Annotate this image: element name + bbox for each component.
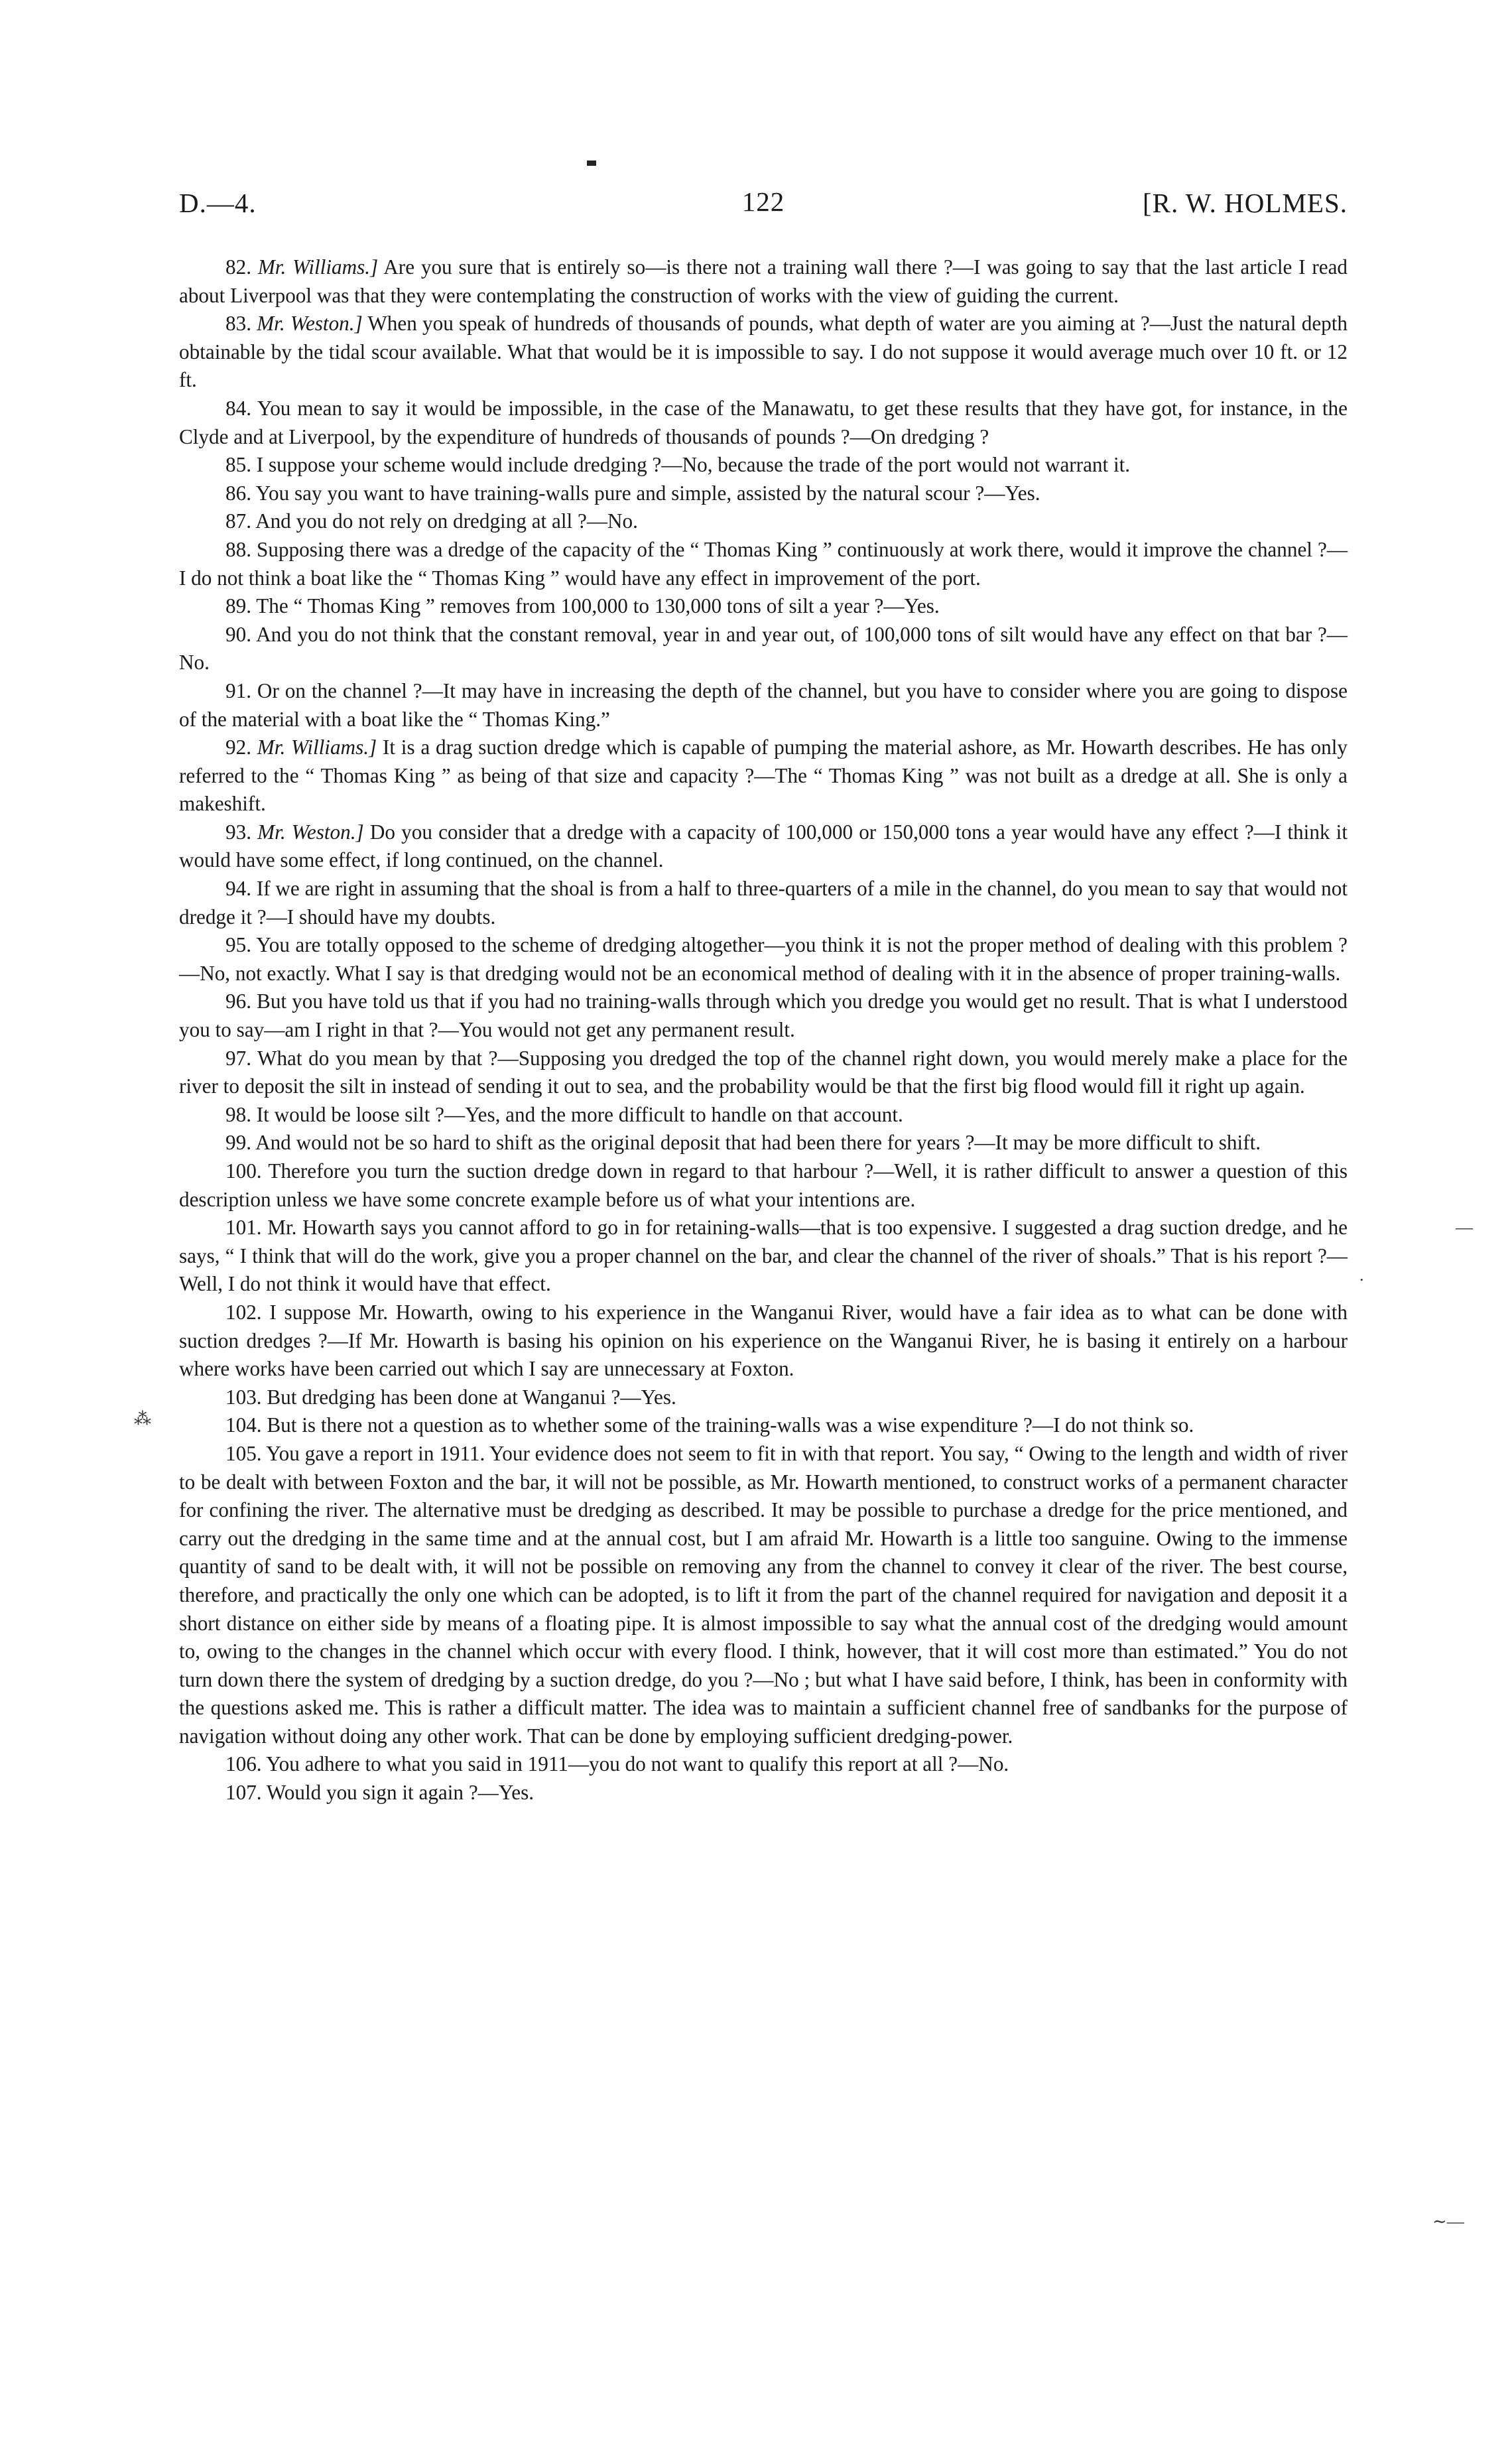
- question-number: 103.: [225, 1385, 267, 1409]
- question-text: Therefore you turn the suction dredge down in regard to that harbour ?—Well, it is rather difficult to answer a question of this description unless we have some concrete example before us of what your intentions are.: [179, 1159, 1348, 1211]
- evidence-paragraph: [179, 621, 1348, 677]
- question-text: You say you want to have training-walls pure and simple, assisted by the natural scour ?—Yes.: [255, 481, 1040, 505]
- question-number: 97.: [225, 1046, 258, 1070]
- speaker-name: Mr. Williams.]: [257, 255, 379, 279]
- question-number: 84.: [225, 396, 257, 420]
- question-text: What do you mean by that ?—Supposing you dredged the top of the channel right down, you would merely make a place for the river to deposit the silt in instead of sending it out to sea, and the probability would be that the first big flood would fill it right up again.: [179, 1046, 1348, 1098]
- question-text: But dredging has been done at Wanganui ?—Yes.: [267, 1385, 676, 1409]
- question-number: 92.: [225, 736, 257, 759]
- question-text: I suppose your scheme would include dredging ?—No, because the trade of the port would not warrant it.: [256, 453, 1131, 477]
- evidence-paragraph: [179, 1440, 1348, 1751]
- question-text: I suppose Mr. Howarth, owing to his experience in the Wanganui River, would have a fair idea as to what can be done with suction dredges ?—If Mr. Howarth is basing his opinion on his experience on the Wanganui River, he is basing it entirely on a harbour where works have been carried out which I say are unnecessary at Foxton.: [179, 1300, 1348, 1381]
- question-number: 89.: [225, 594, 257, 618]
- question-number: 91.: [225, 678, 257, 702]
- question-text: It would be loose silt ?—Yes, and the more difficult to handle on that account.: [256, 1102, 903, 1126]
- evidence-paragraph: [179, 536, 1348, 592]
- question-number: 88.: [225, 537, 257, 561]
- question-text: Mr. Howarth says you cannot afford to go in for retaining-walls—that is too expensive. I suggested a drag suction dredge, and he says, “ I think that will do the work, give you a proper channel on the bar, and clear the channel of the river of shoals.” That is his report ?—Well, I do not think it would have that effect.: [179, 1216, 1348, 1296]
- page-number: 122: [741, 186, 785, 217]
- question-text: It is a drag suction dredge which is capable of pumping the material ashore, as Mr. Howarth describes. He has only referred to the “ Thomas King ” as being of that size and capacity ?—The “ Thomas King ” was not built as a dredge at all. She is only a makeshift.: [179, 736, 1348, 816]
- question-number: 86.: [225, 481, 256, 505]
- question-number: 93.: [225, 820, 258, 844]
- question-text: Are you sure that is entirely so—is there not a training wall there ?—I was going to say that the last article I read about Liverpool was that they were contemplating the construction of works with the view of guiding the current.: [179, 255, 1348, 307]
- evidence-paragraph: [179, 1779, 1348, 1807]
- question-text: If we are right in assuming that the shoal is from a half to three-quarters of a mile in the channel, do you mean to say that would not dredge it ?—I should have my doubts.: [179, 877, 1348, 929]
- speaker-name: Mr. Weston.]: [257, 820, 364, 844]
- evidence-paragraph: [179, 1045, 1348, 1101]
- evidence-paragraph: [179, 734, 1348, 818]
- question-number: 101.: [225, 1216, 268, 1240]
- evidence-paragraph: [179, 1750, 1348, 1779]
- evidence-paragraph: [179, 931, 1348, 988]
- evidence-paragraph: [179, 1129, 1348, 1157]
- evidence-paragraph: [179, 1157, 1348, 1214]
- witness-name: [R. W. HOLMES.: [1142, 188, 1348, 218]
- question-text: Or on the channel ?—It may have in increasing the depth of the channel, but you have to consider where you are going to dispose of the material with a boat like the “ Thomas King.”: [179, 678, 1348, 731]
- evidence-paragraph: [179, 592, 1348, 621]
- question-text: Do you consider that a dredge with a capacity of 100,000 or 150,000 tons a year would have any effect ?—I think it would have some effect, if long continued, on the channel.: [179, 820, 1348, 872]
- question-text: And you do not think that the constant removal, year in and year out, of 100,000 tons of silt would have any effect on that bar ?—No.: [179, 622, 1348, 675]
- speaker-name: Mr. Williams.]: [257, 736, 377, 759]
- printer-mark: [587, 161, 596, 166]
- margin-dot-icon: .: [1359, 1265, 1364, 1285]
- evidence-paragraph: [179, 1214, 1348, 1299]
- evidence-paragraph: [179, 395, 1348, 451]
- question-number: 105.: [225, 1441, 267, 1465]
- margin-mark-icon: ⁂: [134, 1409, 151, 1429]
- question-number: 95.: [225, 933, 257, 957]
- speaker-name: Mr. Weston.]: [257, 312, 363, 336]
- evidence-body: [179, 253, 1348, 1807]
- question-text: But is there not a question as to whether some of the training-walls was a wise expenditure ?—I do not think so.: [267, 1413, 1194, 1437]
- evidence-paragraph: [179, 875, 1348, 931]
- question-text: When you speak of hundreds of thousands of pounds, what depth of water are you aiming at ?—Just the natural depth obtainable by the tidal scour available. What that would be it is impossible to say. I do not suppose it would average much over 10 ft. or 12 ft.: [179, 312, 1348, 392]
- evidence-paragraph: [179, 677, 1348, 734]
- question-number: 83.: [225, 312, 257, 336]
- question-number: 82.: [225, 255, 258, 279]
- question-text: And would not be so hard to shift as the original deposit that had been there for years ?—It may be more difficult to shift.: [255, 1131, 1261, 1155]
- evidence-paragraph: [179, 988, 1348, 1044]
- margin-squiggle-icon: ∼—: [1432, 2212, 1464, 2231]
- evidence-paragraph: [179, 1299, 1348, 1383]
- question-number: 94.: [225, 877, 257, 901]
- question-text: But you have told us that if you had no training-walls through which you dredge you would get no result. That is what I understood you to say—am I right in that ?—You would not get any permanent result.: [179, 990, 1348, 1042]
- question-number: 106.: [225, 1752, 267, 1776]
- question-text: You gave a report in 1911. Your evidence does not seem to fit in with that report. You say, “ Owing to the length and width of river to be dealt with between Foxton and the bar, it will not be possible, as Mr. Howarth mentioned, to construct works of a permanent character for confining the river. The alternative must be dredging as described. It may be possible to purchase a dredge for the price mentioned, and carry out the dredging in the same time and at the annual cost, but I am afraid Mr. Howarth is a little too sanguine. Owing to the immense quantity of sand to be dealt with, it will not be possible on removing any from the channel to convey it clear of the river. The best course, therefore, and practically the only one which can be adopted, is to lift it from the part of the channel required for navigation and deposit it a short distance on either side by means of a floating pipe. It is almost impossible to say what the annual cost of the dredging would amount to, owing to the changes in the channel which occur with every flood. I think, however, that it will cost more than estimated.” You do not turn down there the system of dredging by a suction dredge, do you ?—No ; but what I have said before, I think, has been in conformity with the questions asked me. This is rather a difficult matter. The idea was to maintain a sufficient channel free of sandbanks for the purpose of navigation without doing any other work. That can be done by employing sufficient dredging-power.: [179, 1441, 1348, 1748]
- question-text: Supposing there was a dredge of the capacity of the “ Thomas King ” continuously at work there, would it improve the channel ?—I do not think a boat like the “ Thomas King ” would have any effect in improvement of the port.: [179, 537, 1348, 590]
- question-text: Would you sign it again ?—Yes.: [266, 1781, 535, 1805]
- question-number: 100.: [225, 1159, 269, 1183]
- evidence-paragraph: [179, 507, 1348, 536]
- question-number: 98.: [225, 1102, 257, 1126]
- question-number: 96.: [225, 990, 257, 1013]
- evidence-paragraph: [179, 451, 1348, 480]
- question-number: 87.: [225, 509, 256, 533]
- question-number: 104.: [225, 1413, 267, 1437]
- question-text: You mean to say it would be impossible, in the case of the Manawatu, to get these results that they have got, for instance, in the Clyde and at Liverpool, by the expenditure of hundreds of thousands of pounds ?—On dredging ?: [179, 396, 1348, 448]
- evidence-paragraph: [179, 253, 1348, 310]
- document-reference: D.—4.: [179, 188, 257, 218]
- evidence-paragraph: [179, 1411, 1348, 1440]
- margin-dash-icon: —: [1456, 1218, 1473, 1237]
- question-number: 90.: [225, 622, 257, 646]
- evidence-paragraph: [179, 310, 1348, 395]
- question-text: The “ Thomas King ” removes from 100,000 to 130,000 tons of silt a year ?—Yes.: [256, 594, 940, 618]
- evidence-paragraph: [179, 480, 1348, 508]
- question-text: And you do not rely on dredging at all ?—No.: [255, 509, 638, 533]
- evidence-paragraph: [179, 1383, 1348, 1412]
- question-number: 85.: [225, 453, 257, 477]
- question-number: 107.: [225, 1781, 267, 1805]
- evidence-paragraph: [179, 1101, 1348, 1129]
- question-text: You are totally opposed to the scheme of dredging altogether—you think it is not the proper method of dealing with this problem ?—No, not exactly. What I say is that dredging would not be an economical method of dealing with it in the absence of proper training-walls.: [179, 933, 1348, 985]
- question-number: 102.: [225, 1300, 270, 1324]
- page-header: [179, 180, 1348, 227]
- evidence-paragraph: [179, 818, 1348, 875]
- question-text: You adhere to what you said in 1911—you do not want to qualify this report at all ?—No.: [266, 1752, 1009, 1776]
- question-number: 99.: [225, 1131, 256, 1155]
